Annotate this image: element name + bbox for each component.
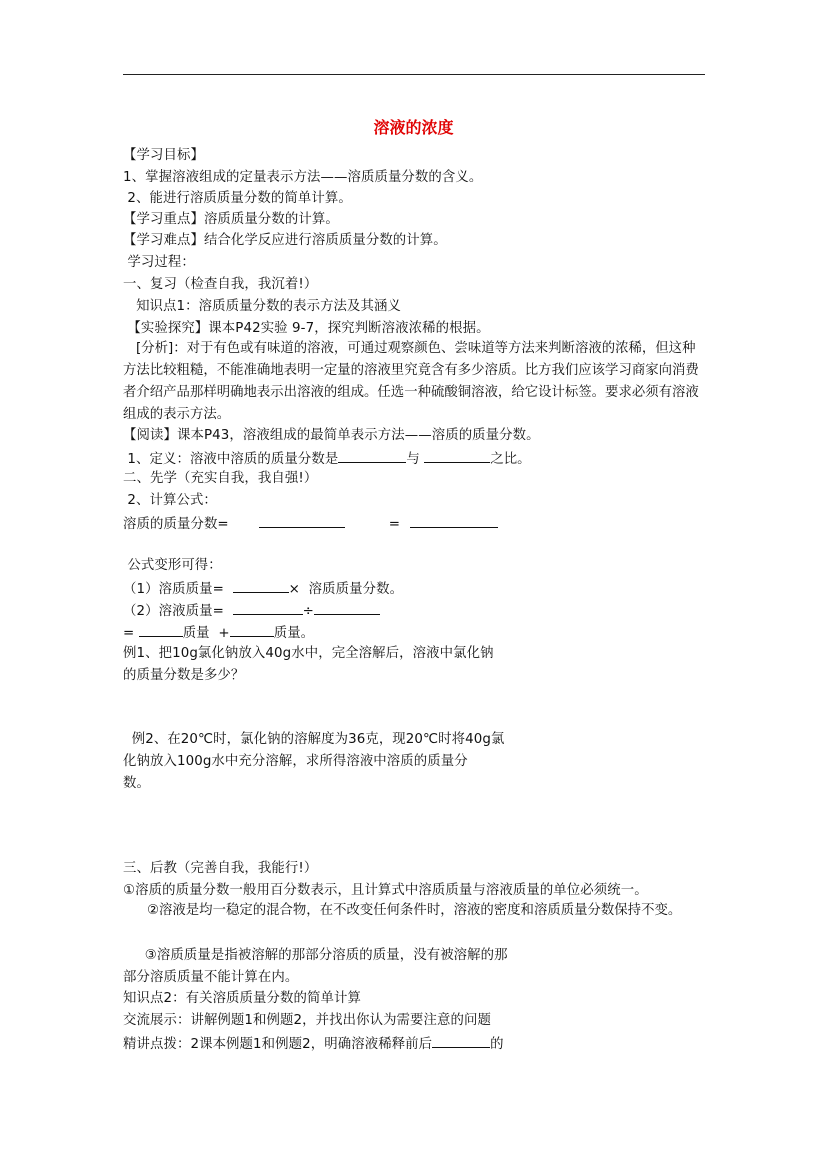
review-heading: 一、复习（检查自我，我沉着!） [123,277,318,292]
page-title: 溶液的浓度 [373,118,454,137]
example-2-line-3: 数。 [123,776,150,791]
variant-3-suffix: 质量。 [273,626,315,641]
variants-heading: 公式变形可得： [123,558,222,573]
variant-2-blank-1[interactable] [233,602,303,615]
explain-blank[interactable] [432,1035,490,1048]
process-heading: 学习过程： [123,255,195,270]
formula-heading: 2、计算公式： [123,493,217,508]
explain-line [123,1035,504,1053]
objectives-heading: 【学习目标】 [123,148,204,163]
definition-middle: 与 [406,452,425,467]
explain-suffix: 的 [490,1037,504,1052]
variant-1-blank[interactable] [233,580,289,593]
definition-line [123,450,531,468]
variant-2-prefix: （2）溶液质量= [123,604,233,619]
experiment-text: 【实验探究】课本P42实验 9-7，探究判断溶液浓稀的根据。 [123,321,490,336]
note-1: ①溶质的质量分数一般用百分数表示，且计算式中溶质质量与溶液质量的单位必须统一。 [123,883,648,898]
formula-line [123,515,498,533]
variant-3-middle: 质量 + [182,626,230,641]
reading-text: 【阅读】课本P43，溶液组成的最简单表示方法——溶质的质量分数。 [123,428,540,443]
definition-suffix: 之比。 [490,452,531,467]
formula-label: 溶质的质量分数= [123,517,229,532]
note-2: ②溶液是均一稳定的混合物，在不改变任何条件时，溶液的密度和溶质质量分数保持不变。 [147,903,682,918]
definition-blank-2[interactable] [424,450,490,463]
formula-blank-2[interactable] [410,515,498,528]
definition-blank-1[interactable] [338,450,406,463]
key-point: 【学习重点】溶质质量分数的计算。 [123,212,339,227]
variant-2-divide: ÷ [302,604,314,619]
variant-3-blank-1[interactable] [139,624,183,637]
definition-prefix: 1、定义：溶液中溶质的质量分数是 [123,452,339,467]
variant-2-line [123,602,380,620]
teach-after-heading: 三、后教（完善自我，我能行!） [123,861,318,876]
variant-3-blank-2[interactable] [230,624,274,637]
objective-item-1: 1、掌握溶液组成的定量表示方法——溶质质量分数的含义。 [123,170,483,185]
formula-equals: = [388,517,401,532]
variant-3-prefix: = [123,626,139,641]
variant-1-prefix: （1）溶质质量= [123,582,233,597]
explain-prefix: 精讲点拨：2课本例题1和例题2，明确溶液稀释前后 [123,1037,433,1052]
example-2-line-2: 化钠放入100g水中充分溶解，求所得溶液中溶质的质量分 [123,754,468,769]
difficulty: 【学习难点】结合化学反应进行溶质质量分数的计算。 [123,233,447,248]
variant-1-line [123,580,403,598]
first-learn-heading: 二、先学（充实自我，我自强!） [123,471,318,486]
objective-item-2: 2、能进行溶质质量分数的简单计算。 [123,191,352,206]
exchange-text: 交流展示：讲解例题1和例题2，并找出你认为需要注意的问题 [123,1013,491,1028]
note-3-line-2: 部分溶质质量不能计算在内。 [123,970,299,985]
knowledge-point-1: 知识点1：溶质质量分数的表示方法及其涵义 [123,299,402,314]
example-2-line-1: 例2、在20℃时，氯化钠的溶解度为36克，现20℃时将40g氯 [123,732,505,747]
analysis-paragraph: [分析]：对于有色或有味道的溶液，可通过观察颜色、尝味道等方法来判断溶液的浓稀，但这种方法比较粗糙，不能准确地表明一定量的溶液里究竟含有多少溶质。比方我们应该学习商家向消费者介绍产品那样明确地表示出溶液的组成。任选一种硫酸铜溶液，给它设计标签。要求必须有溶液组成的表示方法。 [123,341,699,422]
formula-blank-1[interactable] [259,515,345,528]
variant-1-suffix: × 溶质质量分数。 [288,582,404,597]
variant-2-blank-2[interactable] [314,602,380,615]
example-1-line-2: 的质量分数是多少？ [123,668,245,683]
example-1-line-1: 例1、把10g氯化钠放入40g水中，完全溶解后，溶液中氯化钠 [123,646,494,661]
note-3-line-1: ③溶质质量是指被溶解的那部分溶质的质量，没有被溶解的那 [123,948,508,963]
knowledge-point-2: 知识点2：有关溶质质量分数的简单计算 [123,991,361,1006]
header-rule [123,74,705,75]
variant-3-line [123,624,314,642]
